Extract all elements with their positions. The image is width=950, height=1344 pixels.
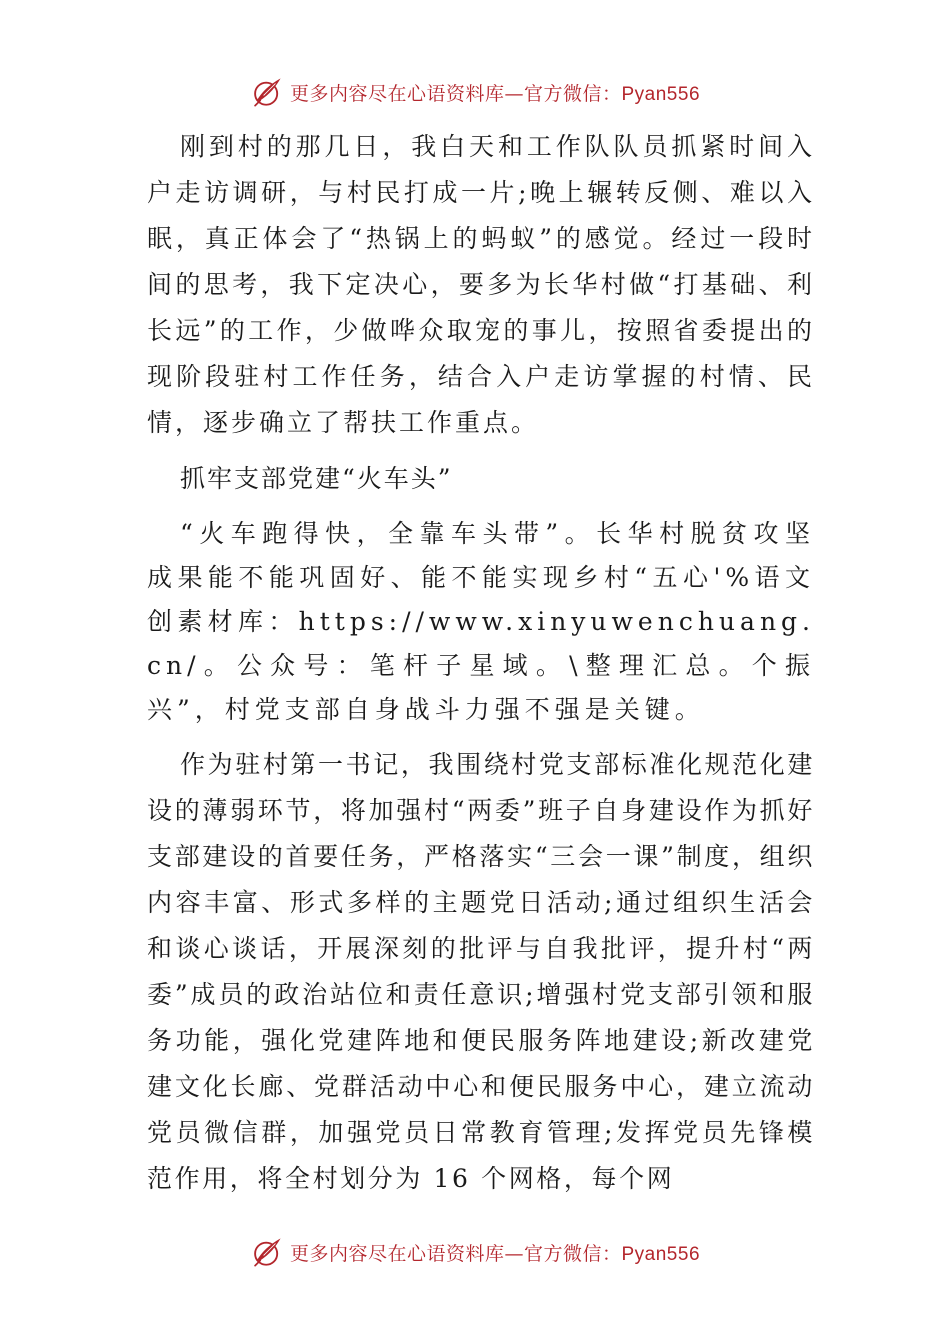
banner-wechat-text: 官方微信：Pyan556 [524, 83, 701, 105]
header-banner [0, 72, 950, 112]
banner-main-text: 更多内容尽在心语资料库— [289, 1242, 524, 1265]
footer-banner [0, 1232, 950, 1272]
paragraph-3: 作为驻村第一书记，我围绕村党支部标准化规范化建设的薄弱环节，将加强村“两委”班子自身建设作为抓好支部建设的首要任务，严格落实“三会一课”制度，组织内容丰富、形式多样的主题党日活动;通过组织生活会和谈心谈话，开展深刻的批评与自我批评，提升村“两委”成员的政治站位和责任意识;增强村党支部引领和服务功能，强化党建阵地和便民服务阵地建设;新改建党建文化长廊、党群活动中心和便民服务中心，建立流动党员微信群，加强党员日常教育管理;发挥党员先锋模范作用，将全村划分为 16 个网格，每个网 [147, 750, 815, 1193]
paragraph-2: “火车跑得快，全靠车头带”。长华村脱贫攻坚成果能不能巩固好、能不能实现乡村“五心'%语文创素材库：https://www.xinyuwenchuang.cn/。公众号：笔杆子星域。\整理汇总。个振兴”，村党支部自身战斗力强不强是关键。 [147, 519, 815, 724]
banner-main-text: 更多内容尽在心语资料库— [289, 82, 524, 105]
document-body [147, 124, 815, 1202]
quill-logo-icon [250, 75, 284, 109]
paragraph-1: 刚到村的那几日，我白天和工作队队员抓紧时间入户走访调研，与村民打成一片;晚上辗转反侧、难以入眠，真正体会了“热锅上的蚂蚁”的感觉。经过一段时间的思考，我下定决心，要多为长华村做“打基础、利长远”的工作，少做哗众取宠的事儿，按照省委提出的现阶段驻村工作任务，结合入户走访掌握的村情、民情，逐步确立了帮扶工作重点。 [147, 132, 815, 437]
quill-logo-icon [250, 1235, 284, 1269]
section-heading: 抓牢支部党建“火车头” [180, 464, 453, 493]
banner-wechat-text: 官方微信：Pyan556 [524, 1243, 701, 1265]
